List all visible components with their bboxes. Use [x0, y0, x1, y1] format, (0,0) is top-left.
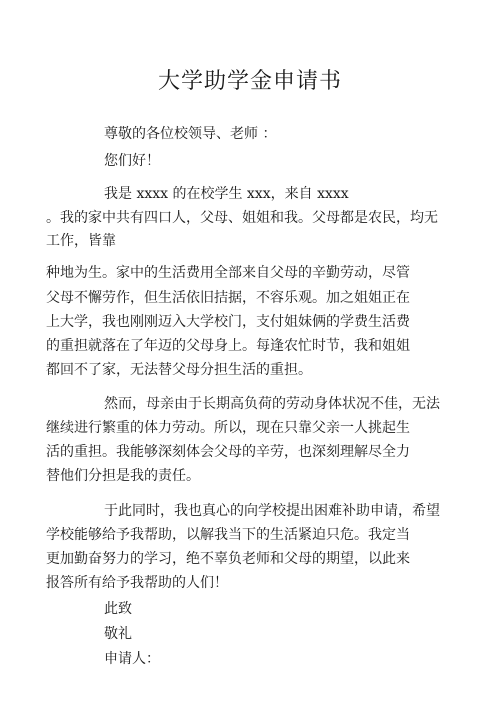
paragraph-2-line-2: 父母不懈劳作，但生活依旧拮据，不容乐观。加之姐姐正在	[46, 290, 410, 306]
paragraph-3-line-2: 继续进行繁重的体力劳动。所以，现在只靠父亲一人挑起生	[46, 420, 410, 436]
paragraph-4-line-2: 学校能够给予我帮助，以解我当下的生活紧迫只危。我定当	[46, 527, 410, 543]
paragraph-1-line-1: 我是 xxxx 的在校学生 xxx，来自 xxxx	[104, 186, 349, 202]
document-title: 大学助学金申请书	[157, 69, 342, 94]
paragraph-2-line-4: 的重担就落在了年迈的父母身上。每逢农忙时节，我和姐姐	[46, 338, 410, 354]
paragraph-4-line-3: 更加勤奋努力的学习，绝不辜负老师和父母的期望，以此来	[46, 551, 410, 567]
paragraph-2-line-1: 种地为生。家中的生活费用全部来自父母的辛勤劳动，尽管	[46, 265, 410, 281]
paragraph-1-line-3: 工作，皆靠	[46, 233, 116, 249]
paragraph-2-line-3: 上大学，我也刚刚迈入大学校门，支付姐妹俩的学费生活费	[46, 314, 410, 330]
paragraph-3-line-1: 然而，母亲由于长期高负荷的劳动身体状况不佳，无法	[104, 396, 440, 412]
paragraph-4-line-4: 报答所有给予我帮助的人们！	[46, 575, 228, 591]
salutation: 尊敬的各位校领导、老师 ：	[104, 126, 277, 142]
regards: 敬礼	[104, 626, 132, 642]
applicant-label: 申请人：	[104, 651, 160, 667]
paragraph-3-line-4: 替他们分担是我的责任。	[46, 468, 200, 484]
paragraph-4-line-1: 于此同时，我也真心的向学校提出困难补助申请，希望	[104, 503, 440, 519]
paragraph-1-line-2: 。我的家中共有四口人，父母、姐姐和我。父母都是农民，均无	[46, 210, 438, 226]
paragraph-2-line-5: 都回不了家，无法替父母分担生活的重担。	[46, 362, 312, 378]
greeting: 您们好！	[104, 153, 160, 169]
closing: 此致	[104, 601, 132, 617]
paragraph-3-line-3: 活的重担。我能够深刻体会父母的辛劳，也深刻理解尽全力	[46, 444, 410, 460]
